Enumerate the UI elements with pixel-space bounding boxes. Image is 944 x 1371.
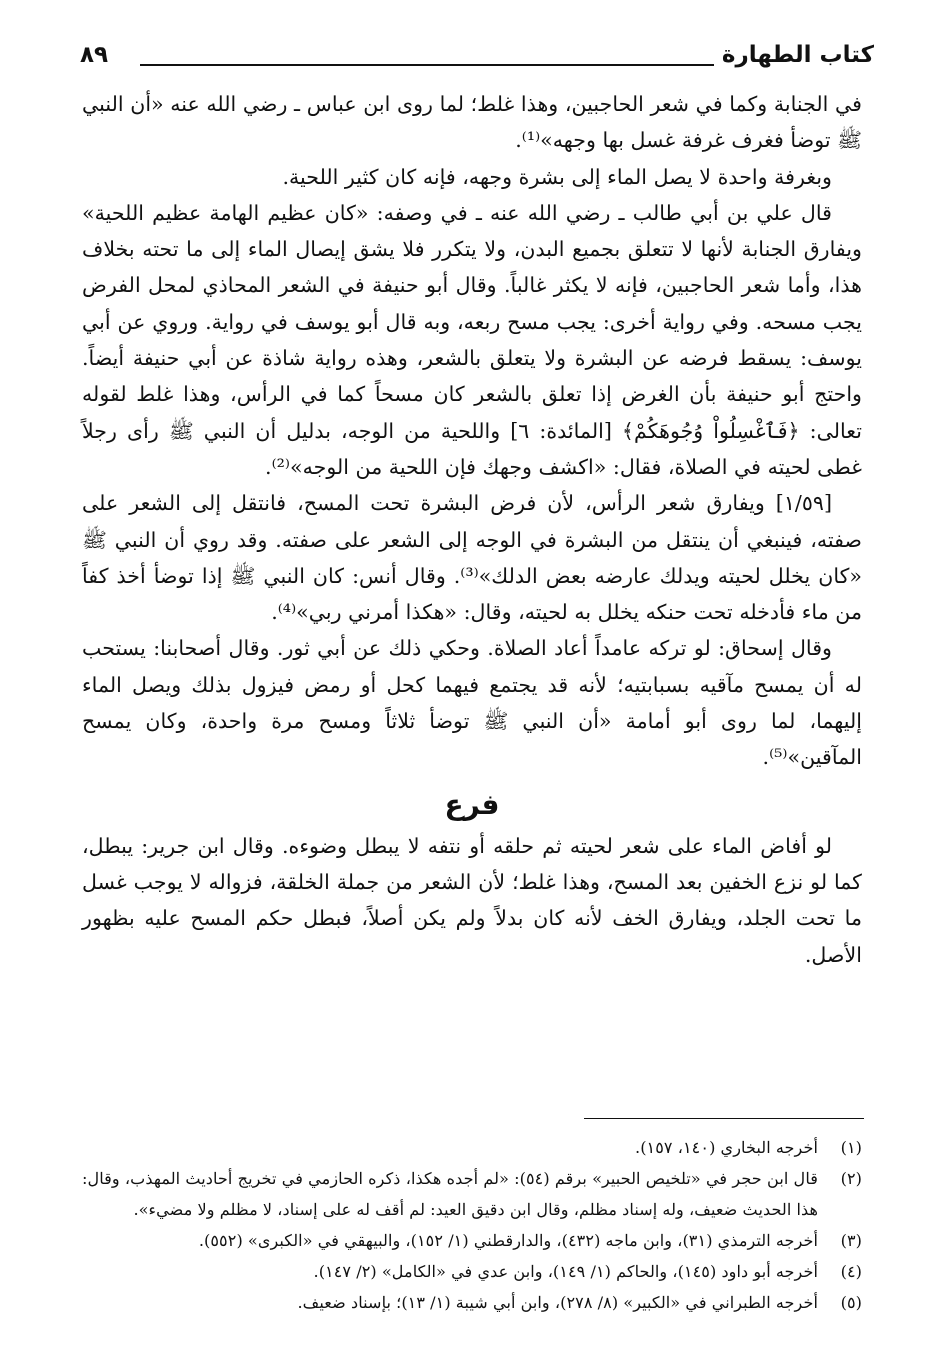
footnote-number: (٥) [840,1293,862,1312]
footnote [82,1287,862,1318]
paragraph-2: وبغرفة واحدة لا يصل الماء إلى بشرة وجهه، فإنه كان كثير اللحية. [282,164,832,189]
footnote-text: أخرجه الطبراني في «الكبير» (٨/ ٢٧٨)، وابن أبي شيبة (١/ ١٣)؛ بإسناد ضعيف. [297,1293,818,1312]
paragraph-5: وقال إسحاق: لو تركه عامداً أعاد الصلاة. وحكي ذلك عن أبي ثور. وقال أصحابنا: يستحب له أن يمسح مآقيه بسبابتيه؛ لأنه قد يجتمع فيهما كحل أو رمض فيزول بذلك ويصل الماء إليهما، لما روى أبو أمامة «أن النبي ﷺ توضأ ثلاثاً ومسح مرة واحدة، وكان يمسح المآقين»⁽⁵⁾. [82,636,862,770]
paragraph-4: [١/٥٩] ويفارق شعر الرأس، لأن فرض البشرة تحت المسح، فانتقل إلى الشعر على صفته، فينبغي أن ينتقل من البشرة في الوجه إلى الشعر على صفته. وقد روي أن النبي ﷺ «كان يخلل لحيته ويدلك عارضه بعض الدلك»⁽³⁾. وقال أنس: كان النبي ﷺ إذا توضأ أخذ كفاً من ماء فأدخله تحت حنكه يخلل به لحيته، وقال: «هكذا أمرني ربي»⁽⁴⁾. [82,491,863,625]
running-header [80,40,874,80]
footnote [82,1132,862,1163]
footnote-number: (٤) [840,1262,862,1281]
footnote [82,1163,862,1225]
footnote-text: أخرجه البخاري (١٤٠، ١٥٧). [635,1138,818,1157]
paragraph-1: في الجنابة وكما في شعر الحاجبين، وهذا غلط؛ لما روى ابن عباس ـ رضي الله عنه «أن النبي ﷺ توضأ فغرف غرفة غسل بها وجهه»⁽¹⁾. [82,92,862,153]
footnote [82,1225,862,1256]
footnote-text: أخرجه الترمذي (٣١)، وابن ماجه (٤٣٢)، والدارقطني (١/ ١٥٢)، والبيهقي في «الكبرى» (٥٥٢). [198,1231,818,1250]
footnote-text: أخرجه أبو داود (١٤٥)، والحاكم (١/ ١٤٩)، وابن عدي في «الكامل» (٢/ ١٤٧). [313,1262,818,1281]
paragraph-3: قال علي بن أبي طالب ـ رضي الله عنه ـ في وصفه: «كان عظيم الهامة عظيم اللحية» ويفارق الجنابة لأنها لا تتعلق بجميع البدن، ولا يتكرر فلا يشق إيصال الماء إلى ما تحته بخلاف هذا، وأما شعر الحاجبين، فإنه لا يكثر غالباً. وقال أبو حنيفة في الشعر المحاذي لمحل الفرض يجب مسحه. وفي رواية أخرى: يجب مسح ربعه، وبه قال أبو يوسف في رواية. وروي عن أبي يوسف: يسقط فرضه عن البشرة ولا يتعلق بالشعر، وهذه رواية شاذة عن أبي حنيفة أيضاً. واحتج أبو حنيفة بأن الغرض إذا تعلق بالشعر كان مسحاً كما في الرأس، وهذا غلط لقوله تعالى: ﴿فَٱغْسِلُواْ وُجُوهَكُمْ﴾ [المائدة: ٦] واللحية من الوجه، بدليل أن النبي ﷺ رأى رجلاً غطى لحيته في الصلاة، فقال: «اكشف وجهك فإن اللحية من الوجه»⁽²⁾. [82,200,862,479]
section-paragraph: لو أفاض الماء على شعر لحيته ثم حلقه أو نتفه لا يبطل وضوءه. وقال ابن جرير: يبطل، كما لو نزع الخفين بعد المسح، وهذا غلط؛ لأن الشعر من جملة الخلقة، فزواله لا يوجب غسل ما تحت الجلد، ويفارق الخف لأنه كان بدلاً ولم يكن أصلاً، فبطل حكم المسح عليه بظهور الأصل. [82,833,862,967]
footnote-number: (١) [840,1138,862,1157]
footnote-number: (٢) [840,1169,862,1188]
main-text [82,86,862,973]
footnote-number: (٣) [840,1231,862,1250]
footnote-separator [584,1118,864,1119]
footnote [82,1256,862,1287]
footnote-text: قال ابن حجر في «تلخيص الحبير» برقم (٥٤): «لم أجده هكذا، ذكره الحازمي في تخريج أحاديث المهذب، وقال: هذا الحديث ضعيف، وله إسناد مظلم، وقال ابن دقيق العيد: لم أقف له على إسناد، لا مظلم ولا مضيء». [82,1169,818,1219]
chapter-title: كتاب الطهارة [721,42,874,68]
header-rule [140,64,714,66]
footnotes [82,1132,862,1318]
section-heading: فرع [444,787,500,821]
page-number: ٨٩ [80,42,109,68]
